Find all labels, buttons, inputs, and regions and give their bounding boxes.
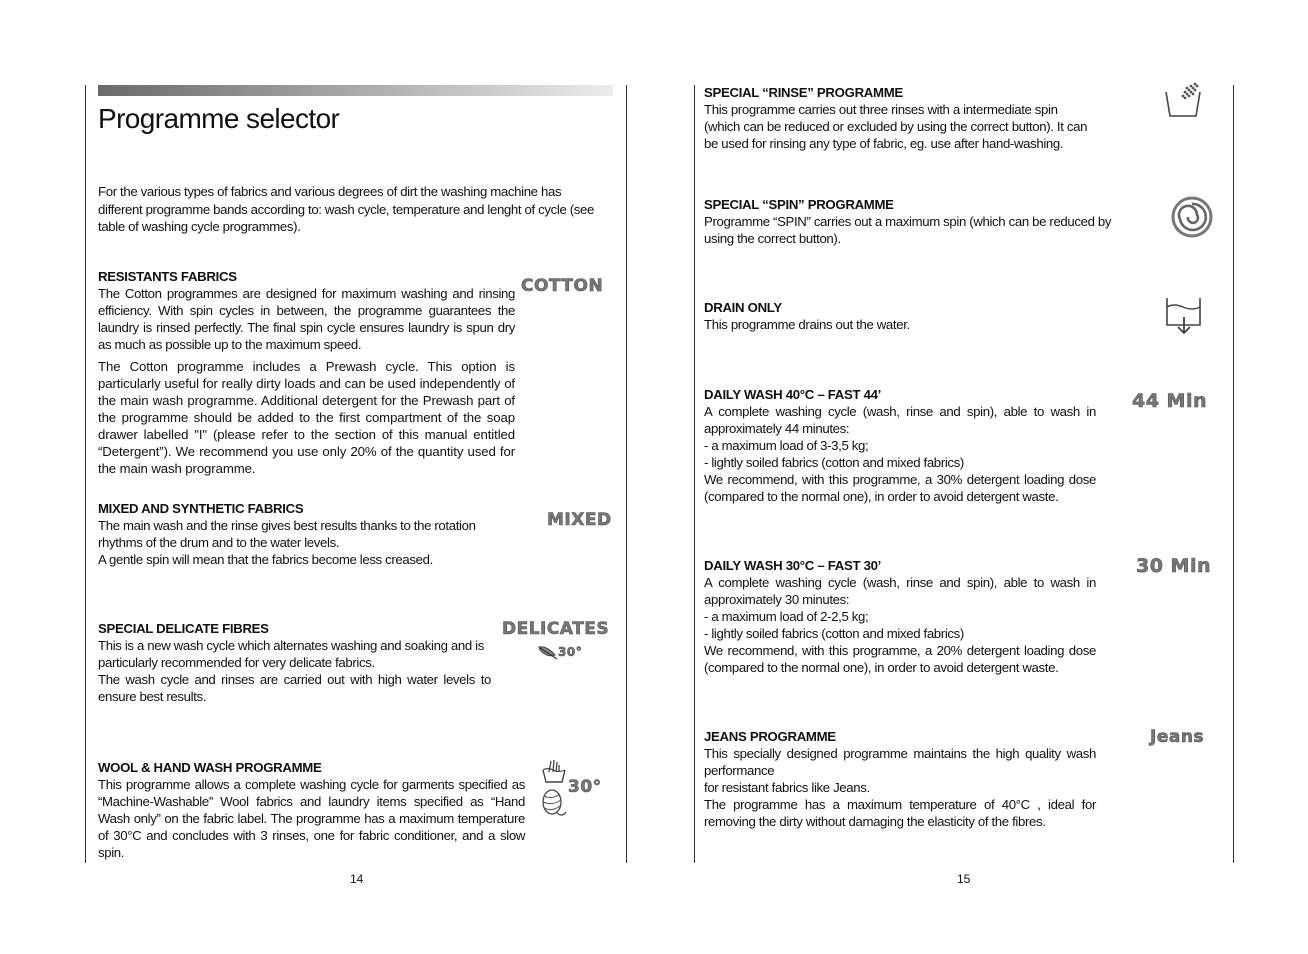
section-heading: DAILY WASH 30°C – FAST 30’ [704, 558, 882, 573]
jeans-label: Jeans [1150, 727, 1205, 747]
section-resistant-fabrics [98, 268, 515, 477]
page-title: Programme selector [98, 103, 340, 134]
section-paragraph: We recommend, with this programme, a 20% detergent loading dose (compared to the normal one), in order to avoid detergent waste. [704, 643, 1096, 675]
section-heading: RESISTANTS FABRICS [98, 269, 237, 284]
section-paragraph: We recommend, with this programme, a 30% detergent loading dose (compared to the normal one), in order to avoid detergent waste. [704, 472, 1096, 504]
section-rinse [704, 84, 1096, 152]
section-jeans [704, 728, 1096, 830]
section-delicate-fibres [98, 620, 491, 705]
section-paragraph: This specially designed programme maintains the high quality wash performance [704, 746, 1096, 778]
section-paragraph: A complete washing cycle (wash, rinse and spin), able to wash in approximately 44 minutes: [704, 404, 1096, 436]
cotton-label: COTTON [521, 276, 604, 296]
section-paragraph: The Cotton programmes are designed for maximum washing and rinsing efficiency. With spin cycles in between, the programme guarantees the laundry is rinsed perfectly. The final spin cycle ensures laundry is spun dry as much as possible up to the maximum speed. [98, 286, 515, 352]
delicates-temp-label: 30° [558, 645, 583, 659]
section-paragraph: A complete washing cycle (wash, rinse and spin), able to wash in approximately 30 minutes: [704, 575, 1096, 607]
section-paragraph: The wash cycle and rinses are carried out with high water levels to ensure best results. [98, 672, 491, 704]
section-heading: SPECIAL DELICATE FIBRES [98, 621, 269, 636]
section-heading: SPECIAL “SPIN” PROGRAMME [704, 197, 894, 212]
30-min-label: 30 Min [1136, 555, 1212, 577]
section-paragraph: - a maximum load of 2-2,5 kg; [704, 609, 869, 624]
right-page-border-right [1233, 85, 1234, 863]
delicates-label: DELICATES [502, 619, 610, 639]
section-paragraph: - a maximum load of 3-3,5 kg; [704, 438, 869, 453]
left-page-border-left [85, 85, 86, 863]
section-paragraph: This programme drains out the water. [704, 317, 910, 332]
title-gradient-bar [98, 85, 613, 96]
section-heading: MIXED AND SYNTHETIC FABRICS [98, 501, 304, 516]
section-heading: JEANS PROGRAMME [704, 729, 836, 744]
section-paragraph: This is a new wash cycle which alternates washing and soaking and is particularly recommended for very delicate fabrics. [98, 638, 484, 670]
spin-icon [1170, 195, 1214, 239]
right-page-border-left [694, 85, 695, 863]
section-daily-wash-30 [704, 557, 1096, 676]
page-number-right: 15 [957, 872, 971, 886]
section-paragraph: A gentle spin will mean that the fabrics become less creased. [98, 552, 433, 567]
rinse-icon [1163, 80, 1205, 120]
wool-temp-label: 30° [568, 777, 602, 797]
section-wool-hand-wash [98, 759, 525, 861]
section-drain [704, 299, 1096, 333]
section-heading: DRAIN ONLY [704, 300, 782, 315]
feather-icon [537, 643, 559, 661]
hand-wash-icon [540, 758, 568, 786]
section-heading: SPECIAL “RINSE” PROGRAMME [704, 85, 903, 100]
section-spin [704, 196, 1124, 247]
section-paragraph: - lightly soiled fabrics (cotton and mixed fabrics) [704, 455, 964, 470]
section-paragraph: The Cotton programme includes a Prewash cycle. This option is particularly useful for really dirty loads and can be used independently of the main wash programme. Additional detergent for the Prewash part of the programme should be added to the first compartment of the soap drawer labelled "I" (please refer to the section of this manual entitled “Detergent”). We recommend you use only 20% of the quantity used for the main wash programme. [98, 359, 515, 476]
section-mixed-synthetic [98, 500, 491, 568]
wool-skein-icon [540, 786, 568, 820]
section-paragraph: This programme carries out three rinses with a intermediate spin (which can be reduced or excluded by using the correct button). It can be used for rinsing any type of fabric, eg. use after hand-washing. [704, 102, 1088, 151]
section-heading: WOOL & HAND WASH PROGRAMME [98, 760, 322, 775]
mixed-label: MIXED [547, 510, 612, 530]
section-paragraph: The programme has a maximum temperature of 40°C , ideal for removing the dirty without damaging the elasticity of the fibres. [704, 797, 1096, 829]
section-paragraph: This programme allows a complete washing cycle for garments specified as “Machine-Washable” Wool fabrics and laundry items specified as “Hand Wash only” on the fabric label. The programme has a maximum temperature of 30°C and concludes with 3 rinses, one for fabric conditioner, and a slow spin. [98, 777, 525, 860]
drain-icon [1164, 295, 1204, 337]
intro-text: For the various types of fabrics and various degrees of dirt the washing machine has different programme bands according to: wash cycle, temperature and lenght of cycle (see table of washing cycle programmes). [98, 184, 595, 234]
section-paragraph: Programme “SPIN” carries out a maximum spin (which can be reduced by using the correct button). [704, 214, 1112, 246]
page-number-left: 14 [350, 872, 364, 886]
section-heading: DAILY WASH 40°C – FAST 44’ [704, 387, 882, 402]
left-page-border-right [626, 85, 627, 863]
section-paragraph: - lightly soiled fabrics (cotton and mixed fabrics) [704, 626, 964, 641]
44-min-label: 44 Min [1132, 390, 1208, 412]
section-paragraph: for resistant fabrics like Jeans. [704, 780, 870, 795]
section-daily-wash-40 [704, 386, 1096, 505]
section-paragraph: The main wash and the rinse gives best results thanks to the rotation rhythms of the drum and to the water levels. [98, 518, 476, 550]
